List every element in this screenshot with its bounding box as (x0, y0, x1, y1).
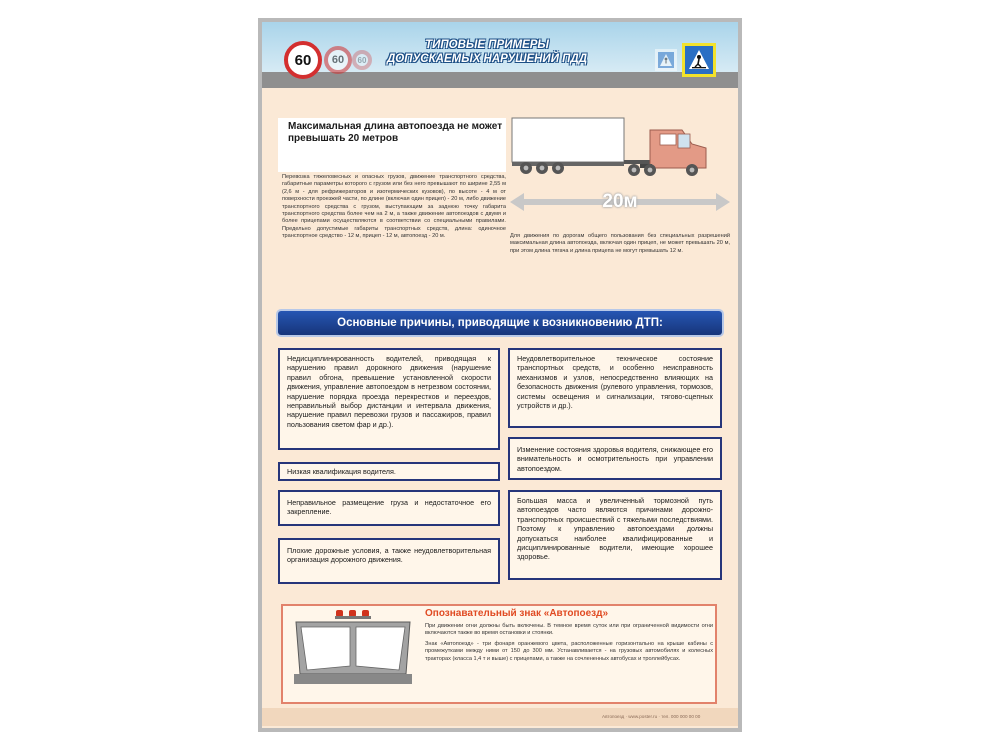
road-train-sign-lights-text: При движении огни должны быть включены. В темное время суток или при ограниченной видимости огни включаются также во время остановки и стоянки. (425, 623, 713, 637)
length-regulation-text: Перевозка тяжеловесных и опасных грузов, движение транспортного средства, габаритные параметры которого с грузом или без него превышают по ширине 2,55 м (2,6 м - для рефрижераторов и изотермических кузовов), по высоте - 4 м от поверхности проезжей части, по длине (включая один прицеп) - 20 м, либо движение транспортного средства с грузом, выступающим за заднюю точку габарита транспортного средства более чем на 2 м, а также движение автопоездов с двумя и более прицепами осуществляются в соответствии со специальными правилами. Предельно допустимые габариты транспортных средств, длина: одиночное транспортное средство - 12 м, прицеп - 12 м, автопоезд - 20 м. (282, 174, 506, 240)
road-train-sign-description: Знак «Автопоезд» - три фонаря оранжевого цвета, расположенные горизонтально на крыше кабины с промежутками между ними от 150 до 300 мм. Устанавливается - на грузовых автомобилях и колесных тракторах (класса 1,4 т и выше) с прицепами, а также на сочлененных автобусах и троллейбусах. (425, 641, 713, 662)
pedestrian-crossing-sign-icon (655, 49, 677, 71)
truck-cab-front-illustration (290, 608, 416, 700)
length-allowance-text: Для движения по дорогам общего пользования без специальных разрешений максимальная длина автопоезда, включая один прицеп, не может превышать 20 м, при этом длина тягача и длина прицепа не могут превышать 12 м. (510, 233, 730, 254)
road-graphic (262, 72, 738, 88)
cause-card-health: Изменение состояния здоровья водителя, снижающее его внимательность и осмотрительность при управлении автопоездом. (508, 437, 722, 480)
header-banner (262, 22, 738, 88)
speed-limit-sign-icon: 60 (352, 50, 372, 70)
footer-credits: Автопоезд · www.poster.ru · тел. 000 000 00 00 (602, 714, 701, 719)
cause-card-qualification: Низкая квалификация водителя. (278, 462, 500, 481)
length-dimension-label: 20м (602, 191, 638, 212)
cause-card-technical: Неудовлетворительное техническое состояние транспортных средств, и особенно неисправность механизмов и узлов, непосредственно влияющих на безопасность движения (рулевого управления, тормозов, системы освещения и сигнализации, тягово-сцепных устройств и др.). (508, 348, 722, 428)
road-train-sign-title: Опознавательный знак «Автопоезд» (425, 608, 609, 619)
length-title: Максимальная длина автопоезда не может превышать 20 метров (288, 121, 503, 144)
cause-card-mass: Большая масса и увеличенный тормозной путь автопоездов часто являются причинами дорожно-транспортных происшествий с тяжелыми последствиями. Поэтому к управлению автопоездами должны допускаться наиболее квалифицированные и дисциплинированные водители, имеющие хорошее здоровье. (508, 490, 722, 580)
cause-card-discipline: Недисциплинированность водителей, приводящая к нарушению правил дорожного движения (нарушение правил обгона, превышение установленной скорости движения, управление автопоездом в нетрезвом состоянии, нарушение порядка проезда перекрестков и переездов, неправильный выбор дистанции и интервала движения, нарушение правил перевозки грузов и пассажиров, правил пользования светом фар и др.). (278, 348, 500, 450)
length-dimension-arrow (510, 190, 730, 214)
poster-title-line1: ТИПОВЫЕ ПРИМЕРЫ (425, 39, 549, 51)
poster-title (352, 38, 622, 66)
pedestrian-crossing-sign-icon (682, 43, 716, 77)
cause-card-cargo: Неправильное размещение груза и недостаточное его закрепление. (278, 490, 500, 526)
poster-title-line2: ДОПУСКАЕМЫХ НАРУШЕНИЙ ПДД (386, 53, 588, 65)
speed-limit-sign-icon: 60 (324, 46, 352, 74)
cause-card-road-conditions: Плохие дорожные условия, а также неудовлетворительная организация дорожного движения. (278, 538, 500, 584)
truck-illustration (510, 116, 732, 182)
speed-limit-sign-icon: 60 (284, 41, 322, 79)
poster (258, 18, 742, 732)
causes-heading: Основные причины, приводящие к возникновению ДТП: (278, 311, 722, 335)
